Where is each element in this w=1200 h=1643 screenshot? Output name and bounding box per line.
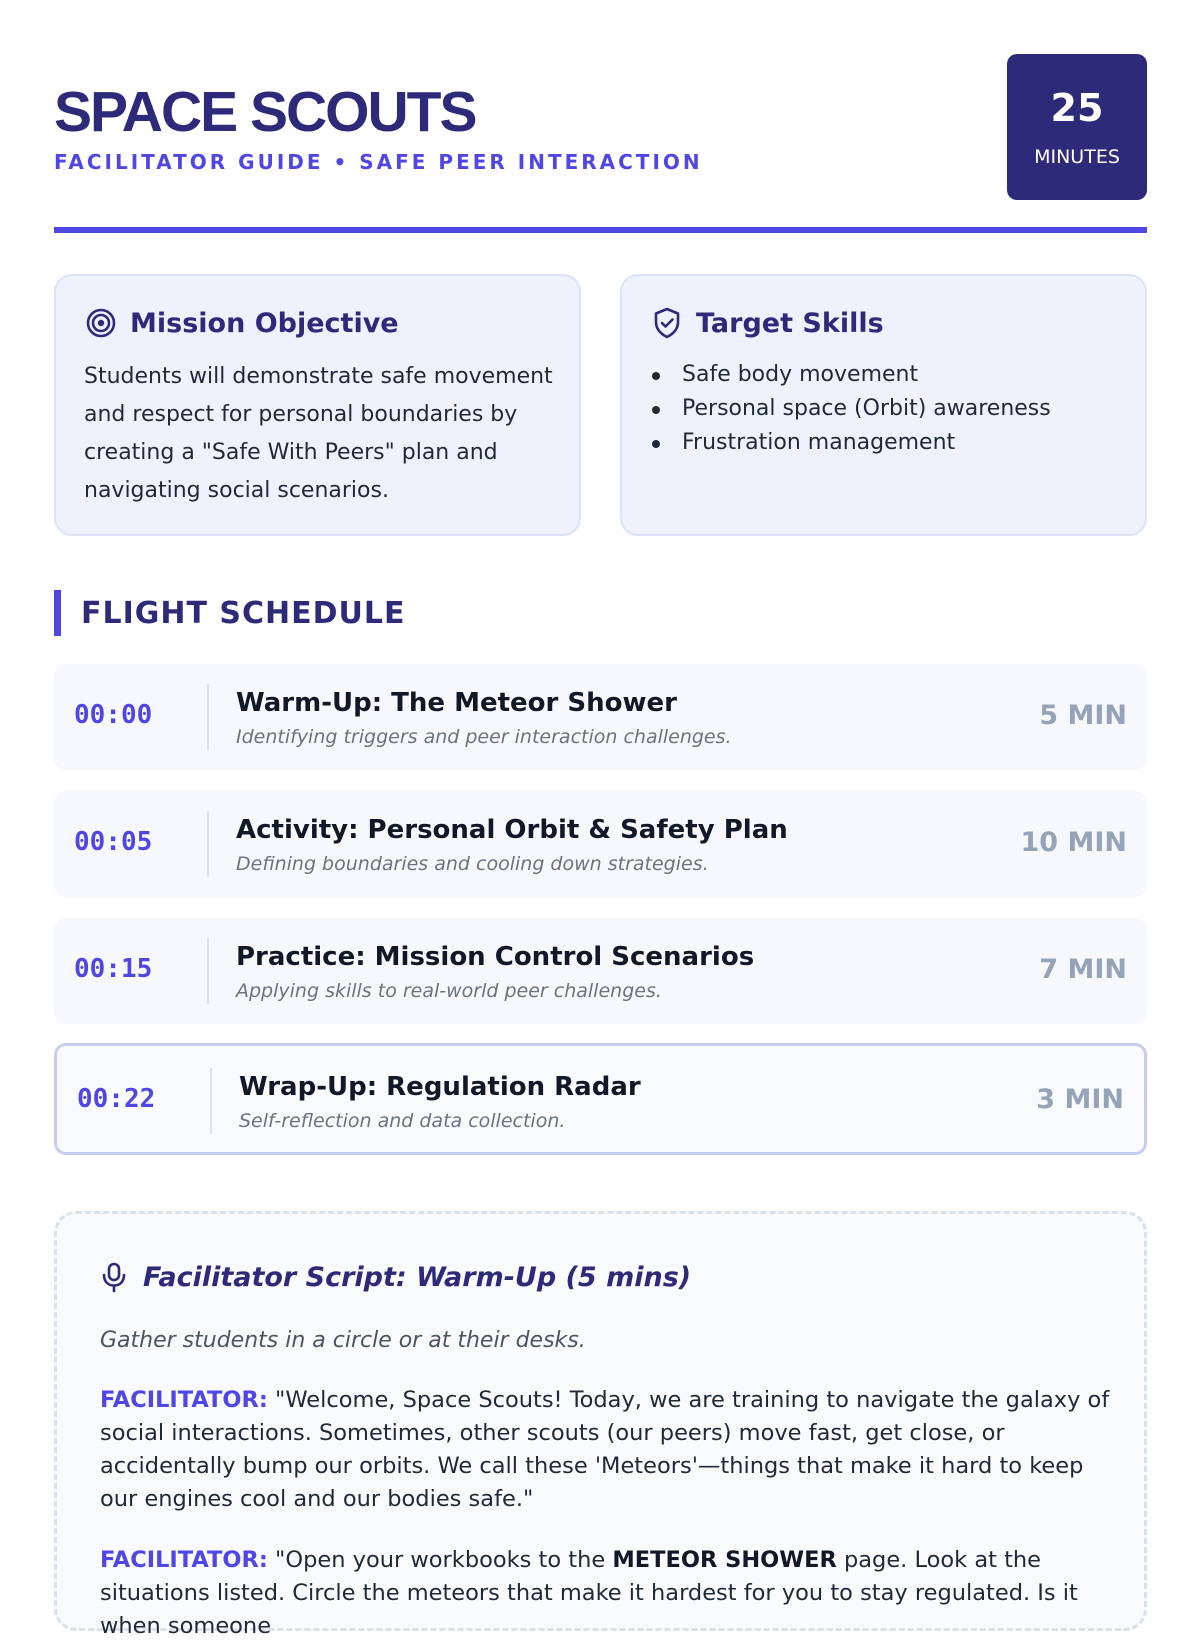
schedule-time: 00:15	[74, 954, 153, 984]
skill-item: Safe body movement	[650, 358, 1051, 392]
script-paragraph	[100, 1544, 1110, 1643]
row-divider	[207, 684, 209, 750]
schedule-time: 00:05	[74, 827, 153, 857]
script-emphasis: METEOR SHOWER	[612, 1547, 837, 1573]
target-skills-title: Target Skills	[696, 307, 884, 339]
target-skills-card	[620, 274, 1147, 536]
page-title: SPACE SCOUTS	[54, 80, 476, 144]
target-icon	[84, 306, 118, 340]
schedule-activity-desc: Applying skills to real-world peer challenges.	[236, 980, 662, 1002]
flight-schedule-heading	[54, 590, 406, 636]
shield-check-icon	[650, 306, 684, 340]
skill-item: Personal space (Orbit) awareness	[650, 392, 1051, 426]
duration-badge	[1007, 54, 1147, 200]
row-divider	[207, 811, 209, 877]
script-paragraph	[100, 1384, 1110, 1516]
schedule-time: 00:00	[74, 700, 153, 730]
schedule-activity-name: Wrap-Up: Regulation Radar	[239, 1072, 641, 1102]
facilitator-script-box	[54, 1211, 1147, 1639]
schedule-row-highlighted	[54, 1043, 1147, 1155]
script-text: "Welcome, Space Scouts! Today, we are training to navigate the galaxy of social interactions. Sometimes, other scouts (our peers) move fast, get close, or accidentally bump our orbits. We call these 'Meteors'—things that make it hard to keep our engines cool and our bodies safe."	[100, 1387, 1110, 1512]
page-header	[54, 54, 1147, 234]
schedule-activity-desc: Self-reflection and data collection.	[239, 1110, 566, 1132]
schedule-activity-name: Practice: Mission Control Scenarios	[236, 942, 755, 972]
row-divider	[210, 1068, 212, 1134]
schedule-activity-desc: Defining boundaries and cooling down strategies.	[236, 853, 709, 875]
flight-schedule-title: FLIGHT SCHEDULE	[81, 595, 406, 631]
target-skills-header	[650, 306, 884, 340]
speaker-label: FACILITATOR:	[100, 1387, 268, 1413]
mission-objective-text: Students will demonstrate safe movement and respect for personal boundaries by creating a "Safe With Peers" plan and navigating social scenarios.	[84, 364, 553, 503]
schedule-activity-name: Warm-Up: The Meteor Shower	[236, 688, 677, 718]
target-skills-list	[650, 358, 1051, 460]
schedule-duration: 10 MIN	[1020, 827, 1127, 858]
schedule-row	[54, 918, 1147, 1024]
skill-item: Frustration management	[650, 426, 1051, 460]
mission-objective-title: Mission Objective	[130, 307, 399, 339]
mission-objective-header	[84, 306, 399, 340]
schedule-duration: 5 MIN	[1039, 700, 1127, 731]
mission-objective-card	[54, 274, 581, 536]
schedule-activity-desc: Identifying triggers and peer interaction challenges.	[236, 726, 732, 748]
script-stage-note: Gather students in a circle or at their desks.	[100, 1328, 586, 1353]
facilitator-script-title: Facilitator Script: Warm-Up (5 mins)	[143, 1261, 692, 1293]
row-divider	[207, 938, 209, 1004]
header-divider	[54, 227, 1147, 233]
schedule-row	[54, 791, 1147, 897]
schedule-time: 00:22	[77, 1084, 156, 1114]
schedule-duration: 7 MIN	[1039, 954, 1127, 985]
script-text: page. Look at the situations listed. Circle the meteors that make it hardest for you to stay regulated. Is it when someone	[100, 1547, 1078, 1639]
schedule-activity-name: Activity: Personal Orbit & Safety Plan	[236, 815, 788, 845]
speaker-label: FACILITATOR:	[100, 1547, 268, 1573]
schedule-duration: 3 MIN	[1036, 1084, 1124, 1115]
microphone-icon	[97, 1260, 131, 1294]
facilitator-script-header	[97, 1260, 691, 1294]
page-subtitle: FACILITATOR GUIDE • SAFE PEER INTERACTION	[54, 150, 703, 174]
script-text: "Open your workbooks to the	[267, 1547, 613, 1573]
duration-unit: MINUTES	[1034, 146, 1120, 168]
duration-value: 25	[1050, 86, 1104, 130]
schedule-row	[54, 664, 1147, 770]
